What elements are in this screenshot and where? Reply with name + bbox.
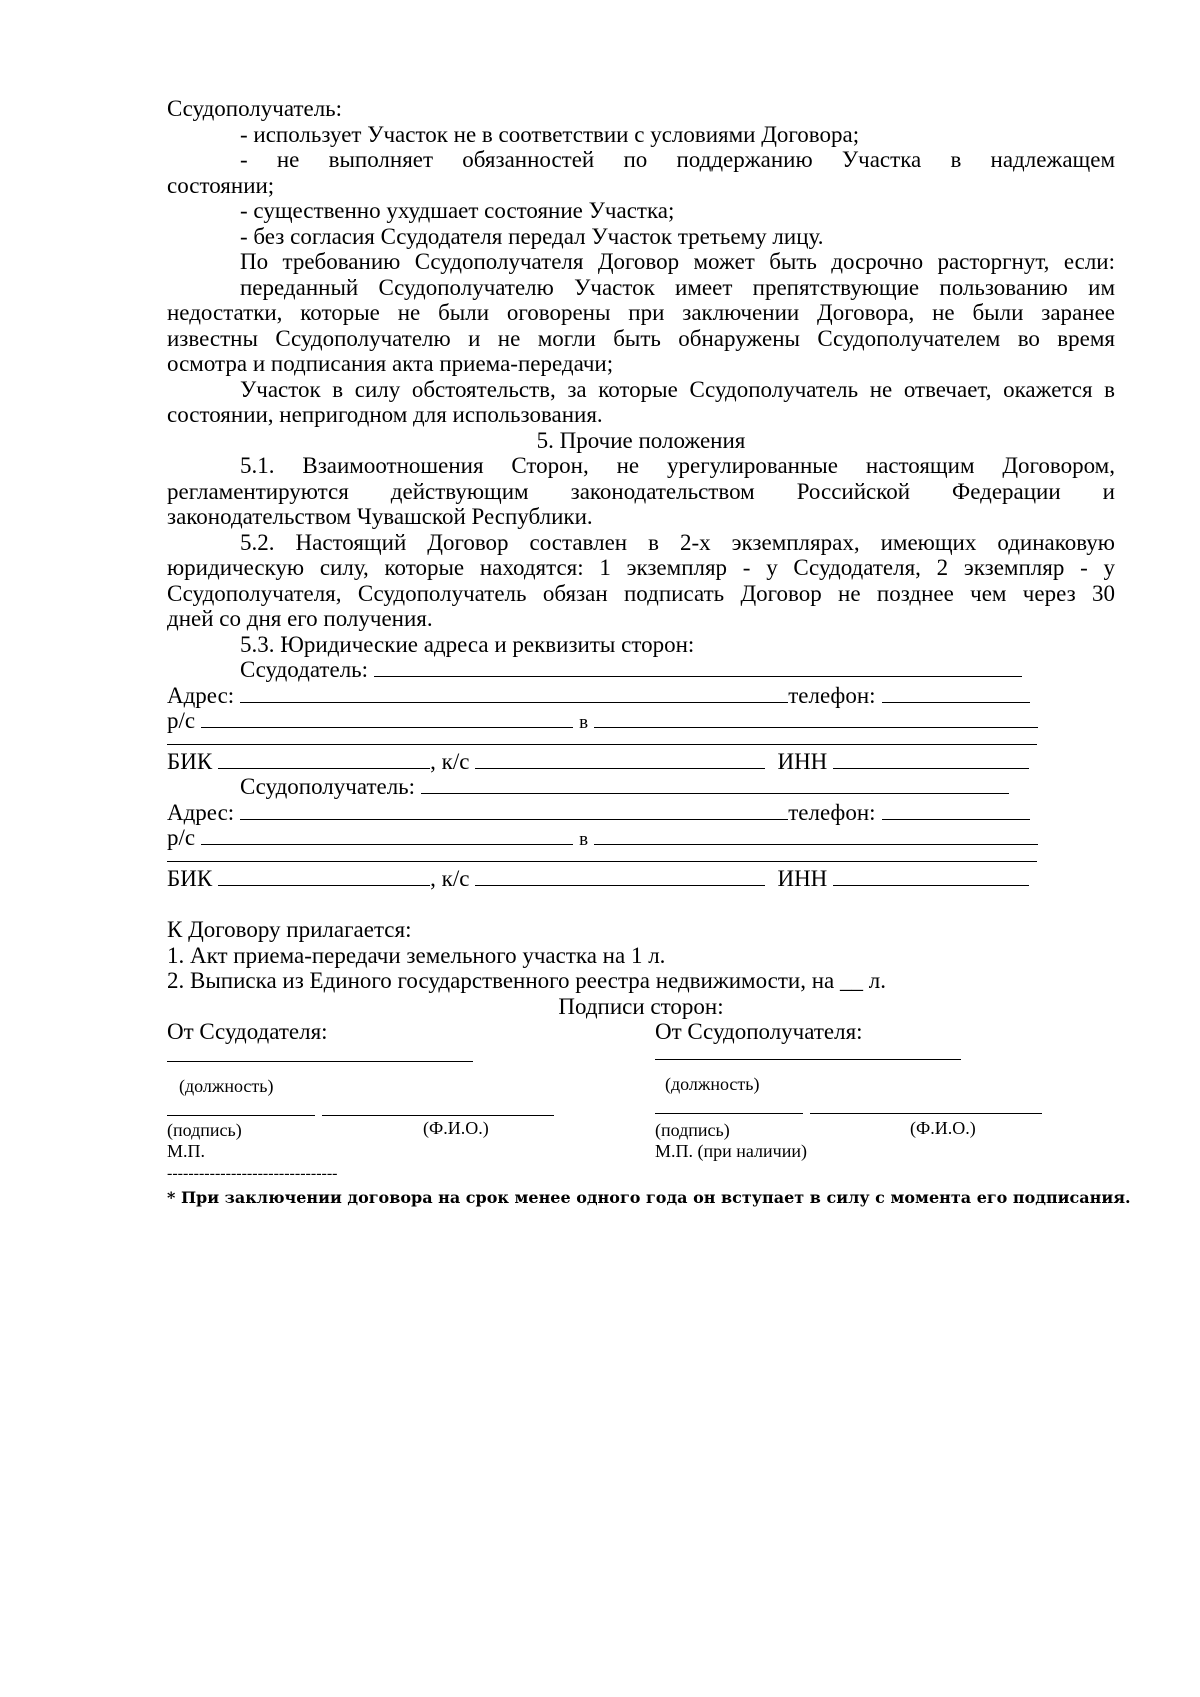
from-lender-label: От Ссудодателя: [167, 1019, 328, 1044]
attachments-title: К Договору прилагается: [167, 917, 412, 942]
text-line: Ссудополучатель: [167, 96, 343, 121]
account-label: р/с [167, 708, 196, 733]
lender-address-row [167, 683, 1115, 709]
text-line: - существенно ухудшает состояние Участка; [240, 198, 675, 223]
text-line: осмотра и подписания акта приема-передачи; [167, 351, 614, 376]
borrower-stamp: М.П. (при наличии) [655, 1141, 807, 1161]
text-line: Ссудополучателя, Ссудополучатель обязан подписать Договор не позднее чем через 30 [167, 580, 1115, 606]
attachment-item: 2. Выписка из Единого государственного реестра недвижимости, на __ л. [167, 968, 886, 993]
borrower-signature-caption: (подпись) [655, 1120, 730, 1140]
text-line: - не выполняет обязанностей по поддержанию Участка в надлежащем [240, 147, 1115, 172]
borrower-address-row [167, 800, 1115, 826]
account-label: р/с [167, 825, 196, 850]
lender-signature-line[interactable] [167, 1115, 315, 1116]
borrower-address-field[interactable] [240, 801, 788, 820]
footnote-text: * При заключении договора на срок менее одного года он вступает в силу с момента его подписания. [167, 1188, 1131, 1207]
text-line: Участок в силу обстоятельств, за которые Ссудополучатель не отвечает, окажется в [240, 376, 1115, 402]
lender-inn-field[interactable] [833, 750, 1029, 769]
text-line: юридическую силу, которые находятся: 1 экземпляр - у Ссудодателя, 2 экземпляр - у [167, 555, 1115, 580]
attachment-item: 1. Акт приема-передачи земельного участка на 1 л. [167, 942, 666, 968]
borrower-fio-line[interactable] [810, 1113, 1042, 1114]
lender-signature-caption: (подпись) [167, 1120, 242, 1140]
text-line: По требованию Ссудополучателя Договор может быть досрочно расторгнут, если: [240, 249, 1115, 274]
signatures-block [167, 1019, 1131, 1209]
text-line: известны Ссудополучателю и не могли быть обнаружены Ссудополучателем во время [167, 325, 1115, 351]
text-line: 5.3. Юридические адреса и реквизиты сторон: [240, 631, 695, 657]
footnote-separator: -------------------------------- [167, 1165, 338, 1182]
text-line: состоянии, непригодном для использования. [167, 402, 603, 427]
document-page [167, 96, 1131, 1209]
borrower-name-row [167, 774, 1115, 800]
borrower-inn-field[interactable] [833, 867, 1029, 886]
lender-label: Ссудодатель: [240, 657, 369, 682]
borrower-phone-field[interactable] [882, 801, 1030, 820]
borrower-label: Ссудополучатель: [240, 774, 416, 799]
borrower-bik-row [167, 866, 1115, 892]
lender-account-row [167, 708, 1115, 736]
ks-label: , к/с [430, 748, 470, 774]
address-label: Адрес: [167, 799, 235, 825]
lender-name-row [167, 657, 1115, 683]
lender-bik-row [167, 749, 1115, 775]
bik-label: БИК [167, 748, 213, 774]
borrower-bank-line[interactable] [167, 853, 1037, 862]
borrower-account-row [167, 825, 1115, 853]
lender-bank-line[interactable] [167, 736, 1037, 745]
phone-label: телефон: [788, 799, 876, 825]
lender-fio-caption: (Ф.И.О.) [423, 1118, 489, 1138]
text-line: состоянии; [167, 172, 275, 198]
lender-address-field[interactable] [240, 684, 788, 703]
lender-fio-line[interactable] [322, 1115, 554, 1116]
lender-phone-field[interactable] [882, 684, 1030, 703]
lender-account-field[interactable] [201, 709, 573, 728]
text-line: регламентируются действующим законодательством Российской Федерации и [167, 478, 1115, 504]
lender-name-field[interactable] [374, 658, 1022, 677]
section-title: 5. Прочие положения [536, 427, 746, 453]
text-line: недостатки, которые не были оговорены при заключении Договора, не были заранее [167, 300, 1115, 325]
borrower-name-field[interactable] [421, 775, 1009, 794]
borrower-bik-field[interactable] [218, 867, 430, 886]
inn-label: ИНН [777, 748, 828, 774]
text-line: переданный Ссудополучателю Участок имеет препятствующие пользованию им [240, 274, 1115, 300]
signatures-title: Подписи сторон: [558, 993, 724, 1019]
text-line: - без согласия Ссудодателя передал Участок третьему лицу. [240, 223, 824, 249]
lender-ks-field[interactable] [475, 750, 765, 769]
borrower-position-line[interactable] [655, 1059, 961, 1060]
text-line: 5.1. Взаимоотношения Сторон, не урегулированные настоящим Договором, [240, 453, 1115, 478]
in-label: в [579, 829, 589, 850]
address-label: Адрес: [167, 682, 235, 708]
phone-label: телефон: [788, 682, 876, 708]
lender-position-line[interactable] [167, 1061, 473, 1062]
text-line: дней со дня его получения. [167, 606, 433, 631]
text-line: законодательством Чувашской Республики. [167, 504, 593, 529]
borrower-fio-caption: (Ф.И.О.) [910, 1118, 976, 1138]
text-line: - использует Участок не в соответствии с условиями Договора; [240, 121, 860, 147]
in-label: в [579, 712, 589, 733]
from-borrower-label: От Ссудополучателя: [655, 1019, 863, 1044]
borrower-position-caption: (должность) [665, 1074, 760, 1094]
inn-label: ИНН [777, 865, 828, 891]
borrower-account-field[interactable] [201, 826, 573, 845]
borrower-signature-line[interactable] [655, 1113, 803, 1114]
bik-label: БИК [167, 865, 213, 891]
borrower-bank-field[interactable] [594, 826, 1038, 845]
lender-stamp: М.П. [167, 1141, 206, 1161]
text-line: 5.2. Настоящий Договор составлен в 2-х экземплярах, имеющих одинаковую [240, 529, 1115, 555]
ks-label: , к/с [430, 865, 470, 891]
lender-bank-field[interactable] [594, 709, 1038, 728]
lender-bik-field[interactable] [218, 750, 430, 769]
borrower-ks-field[interactable] [475, 867, 765, 886]
lender-position-caption: (должность) [179, 1076, 274, 1096]
